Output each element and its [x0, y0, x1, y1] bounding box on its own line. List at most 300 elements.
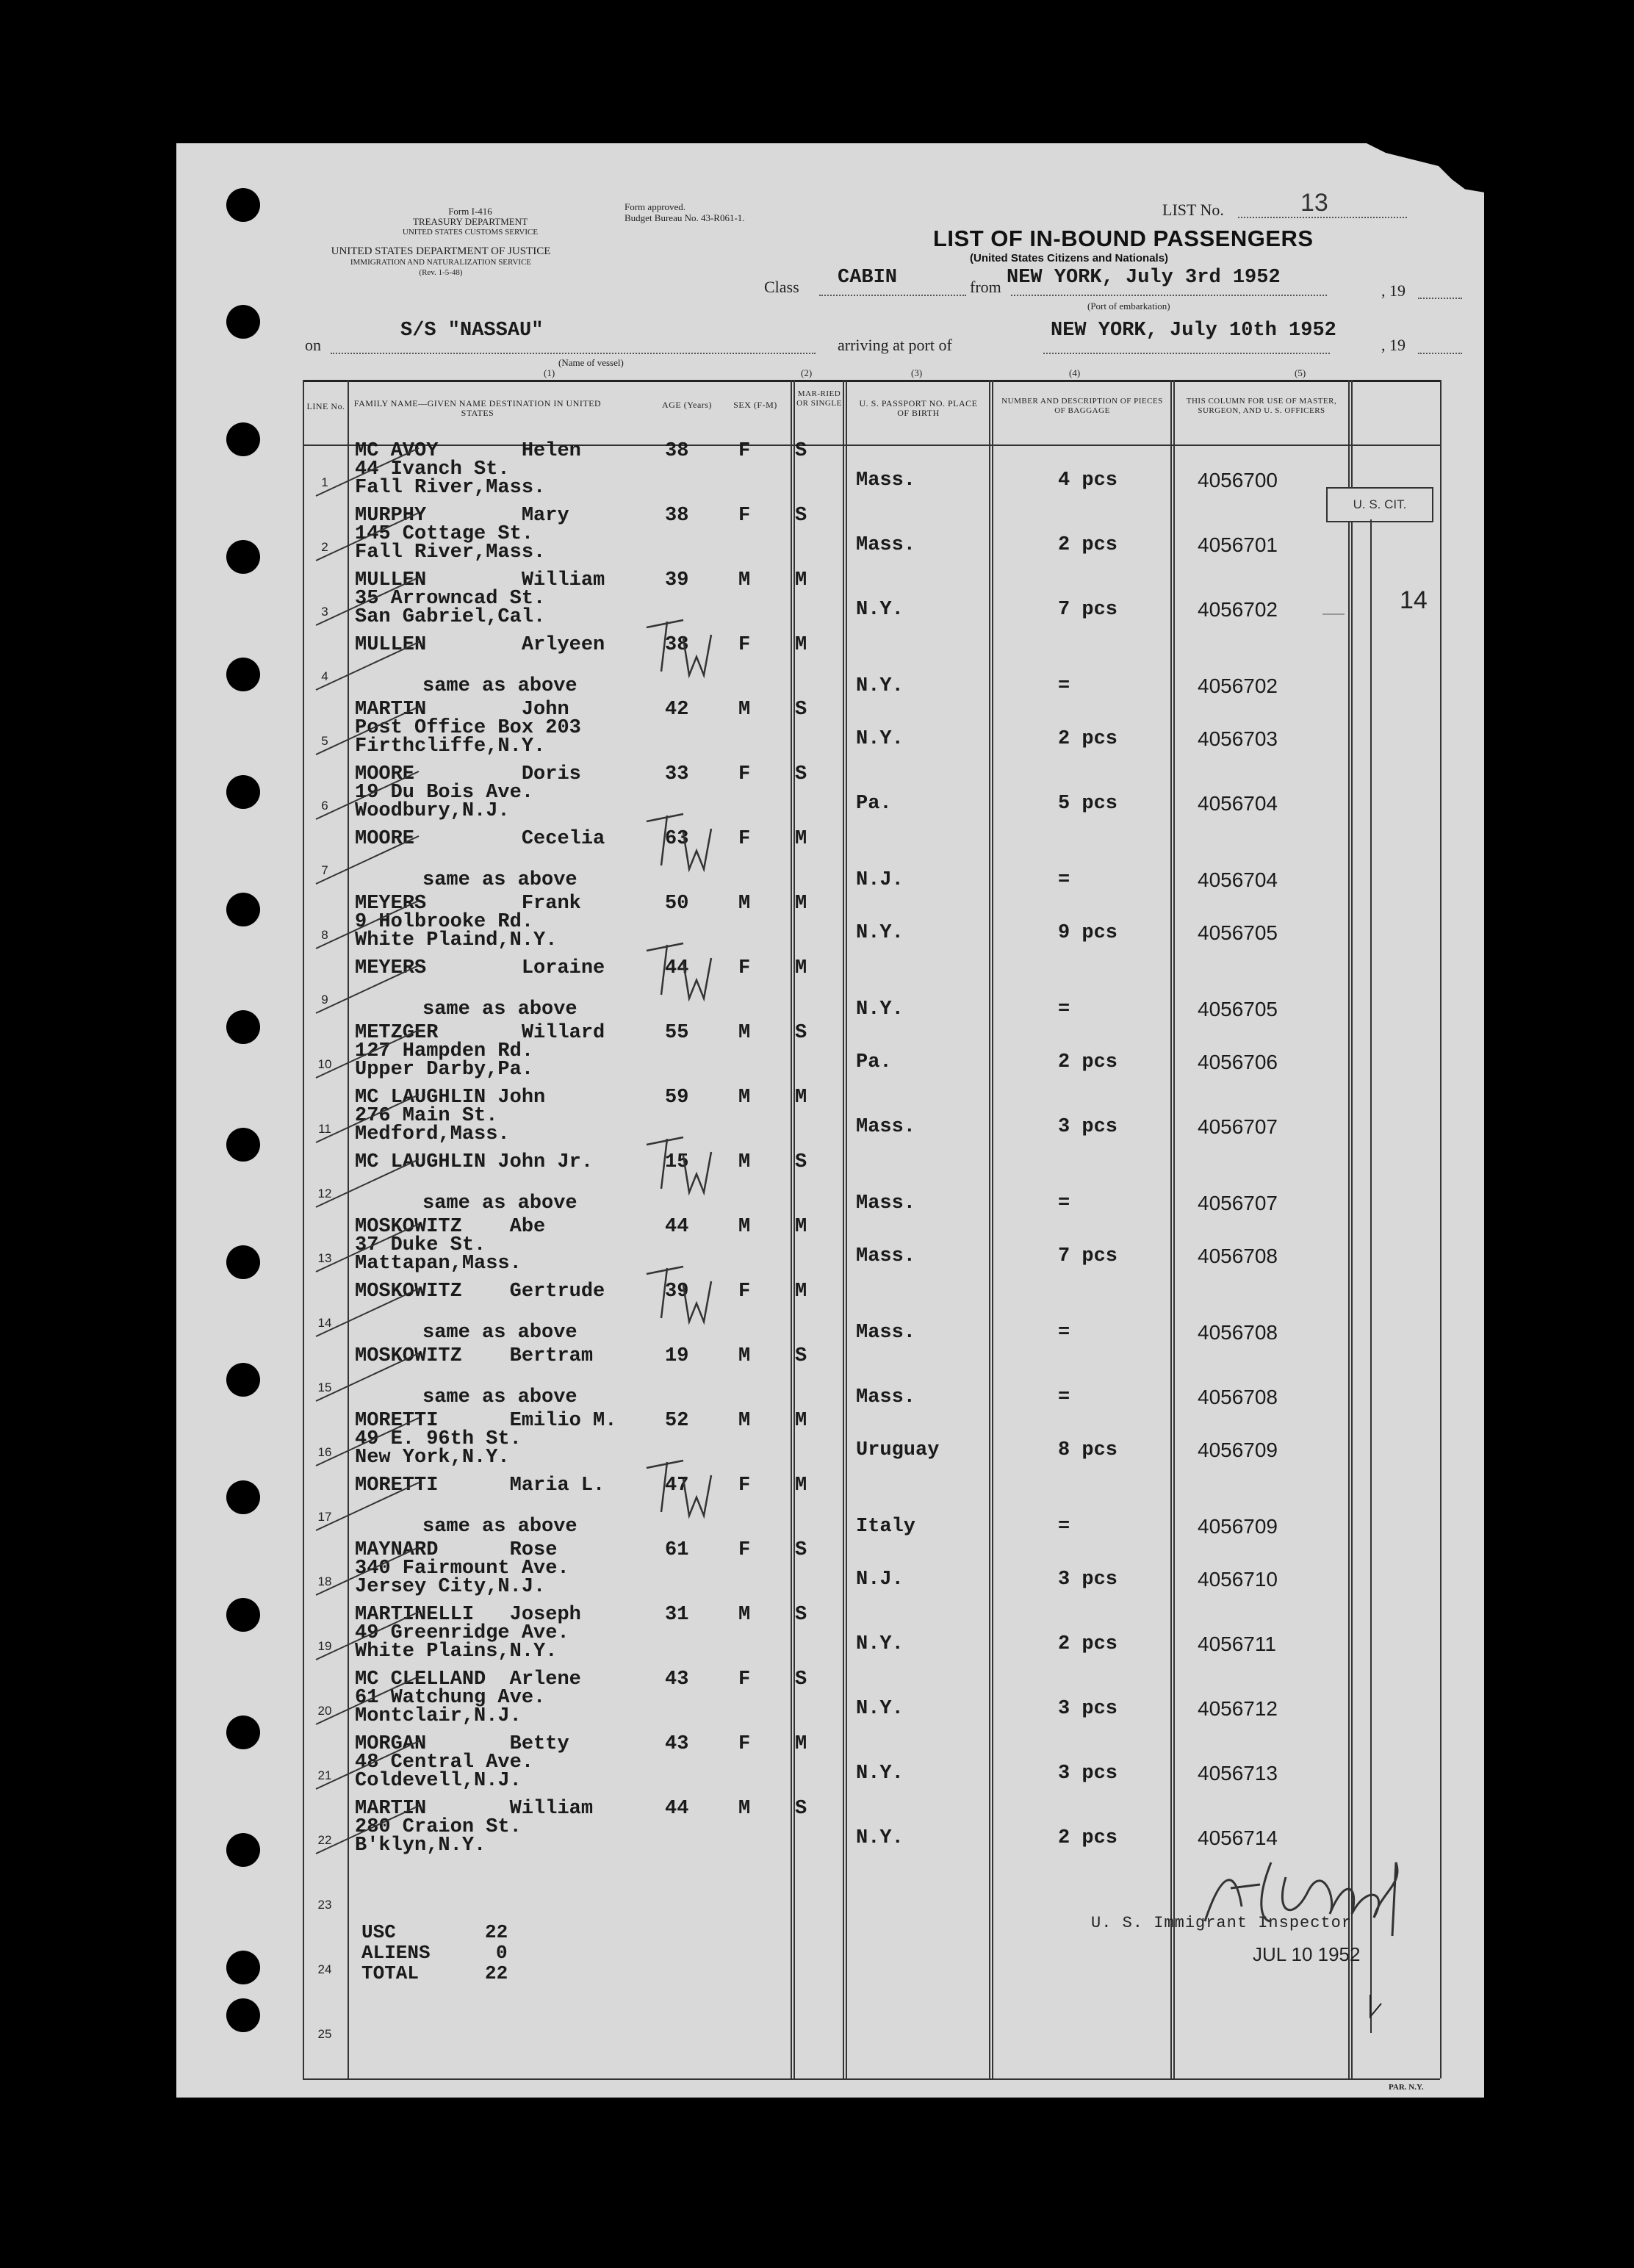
aliens-label: ALIENS — [361, 1942, 431, 1964]
passenger-marital-status: S — [795, 1022, 807, 1044]
passenger-officer-code: 4056712 — [1198, 1697, 1278, 1720]
passenger-address-1: 37 Duke St. — [355, 1234, 486, 1256]
inspector-title: U. S. Immigrant Inspector — [1091, 1914, 1353, 1932]
form-number: Form I-416 — [448, 206, 492, 217]
passenger-sex: F — [738, 1281, 751, 1303]
passenger-birthplace: Uruguay — [856, 1439, 940, 1461]
line-number: 22 — [317, 1833, 332, 1847]
dept-line-1: TREASURY DEPARTMENT — [412, 216, 528, 227]
passenger-address-1: 9 Holbrooke Rd. — [355, 911, 534, 933]
passenger-address-1: 127 Hampden Rd. — [355, 1040, 534, 1062]
passenger-baggage: 8 pcs — [1058, 1439, 1118, 1461]
passenger-marital-status: S — [795, 1798, 807, 1820]
passenger-address-1: 276 Main St. — [355, 1105, 498, 1127]
passenger-officer-code: 4056700 — [1198, 469, 1278, 492]
handwritten-tw-mark — [647, 620, 711, 675]
passenger-officer-code: 4056704 — [1198, 868, 1278, 891]
total-count: 22 — [485, 1962, 508, 1984]
line-number: 6 — [321, 799, 328, 813]
passenger-baggage: = — [1058, 1192, 1070, 1214]
passenger-birthplace: Mass. — [856, 1245, 916, 1267]
row-check-stroke — [316, 1483, 419, 1530]
line-number: 10 — [317, 1057, 332, 1071]
passenger-officer-code: 4056711 — [1198, 1632, 1276, 1655]
passenger-name: MOORE Doris — [355, 763, 581, 785]
passenger-address-2: Woodbury,N.J. — [355, 800, 510, 822]
passenger-address-1: same as above — [422, 1516, 577, 1538]
row-check-stroke — [316, 513, 419, 561]
passenger-marital-status: M — [795, 1733, 807, 1755]
row-check-stroke — [316, 1806, 419, 1854]
passenger-sex: F — [738, 1733, 751, 1755]
passenger-birthplace: Mass. — [856, 1116, 916, 1138]
passenger-name: MC LAUGHLIN John Jr. — [355, 1151, 594, 1173]
row-check-stroke — [316, 448, 419, 496]
punch-hole-6 — [226, 775, 260, 809]
passenger-address-1: 61 Watchung Ave. — [355, 1687, 546, 1709]
passenger-sex: M — [738, 1087, 751, 1109]
aliens-count: 0 — [496, 1942, 508, 1964]
passenger-birthplace: Mass. — [856, 469, 916, 492]
passenger-marital-status: S — [795, 763, 807, 785]
row-check-stroke — [316, 642, 419, 690]
passenger-address-1: same as above — [422, 1386, 577, 1408]
passenger-birthplace: N.Y. — [856, 1827, 904, 1849]
line-number: 4 — [321, 669, 328, 683]
passenger-birthplace: Mass. — [856, 1192, 916, 1214]
passenger-age: 33 — [665, 763, 689, 785]
punch-hole-12 — [226, 1480, 260, 1514]
passenger-address-2: White Plaind,N.Y. — [355, 929, 558, 951]
row-check-stroke — [316, 1030, 419, 1078]
class-label: Class — [764, 278, 799, 296]
approved-1: Form approved. — [625, 201, 686, 212]
passenger-address-1: 48 Central Ave. — [355, 1752, 534, 1774]
line-number: 5 — [321, 734, 328, 748]
passenger-baggage: 4 pcs — [1058, 469, 1118, 492]
punch-hole-4 — [226, 540, 260, 574]
line-number: 8 — [321, 928, 328, 942]
year-suffix-2: , 19 — [1381, 336, 1406, 354]
passenger-marital-status: M — [795, 634, 807, 656]
passenger-officer-code: 4056705 — [1198, 921, 1278, 944]
passenger-birthplace: N.J. — [856, 1569, 904, 1591]
passenger-birthplace: Mass. — [856, 534, 916, 556]
punch-hole-2 — [226, 305, 260, 339]
passenger-address-1: same as above — [422, 1192, 577, 1214]
embark-label: (Port of embarkation) — [1087, 300, 1170, 312]
passenger-age: 47 — [665, 1475, 689, 1497]
passenger-name: MULLEN Arlyeen — [355, 634, 605, 656]
passenger-age: 59 — [665, 1087, 689, 1109]
passenger-address-1: Post Office Box 203 — [355, 717, 581, 739]
handwritten-tw-mark — [647, 1461, 711, 1516]
passenger-age: 61 — [665, 1539, 689, 1561]
header-line-no: LINE No. — [306, 401, 345, 411]
passenger-birthplace: Pa. — [856, 793, 892, 815]
passenger-baggage: 3 pcs — [1058, 1698, 1118, 1720]
passenger-sex: F — [738, 763, 751, 785]
handwritten-tw-mark — [647, 814, 711, 869]
passenger-address-1: 44 Ivanch St. — [355, 458, 510, 480]
header-married: MAR-RIED OR SINGLE — [796, 389, 842, 408]
passenger-address-2: B'klyn,N.Y. — [355, 1835, 486, 1857]
punch-hole-7 — [226, 893, 260, 926]
handwritten-tw-mark — [647, 943, 711, 998]
passenger-officer-code: 4056709 — [1198, 1515, 1278, 1538]
passenger-address-1: 145 Cottage St. — [355, 523, 534, 545]
passenger-birthplace: Pa. — [856, 1051, 892, 1073]
passenger-marital-status: S — [795, 699, 807, 721]
line-number: 21 — [317, 1768, 332, 1782]
passenger-sex: M — [738, 1410, 751, 1432]
dept-line-4: IMMIGRATION AND NATURALIZATION SERVICE — [350, 258, 532, 267]
passenger-sex: M — [738, 1151, 751, 1173]
passenger-sex: M — [738, 699, 751, 721]
total-label: TOTAL — [361, 1962, 420, 1984]
passenger-marital-status: M — [795, 1410, 807, 1432]
punch-hole-9 — [226, 1128, 260, 1162]
punch-hole-1 — [226, 188, 260, 222]
punch-hole-17 — [226, 1998, 260, 2032]
page-title: LIST OF IN-BOUND PASSENGERS — [933, 226, 1314, 251]
col-num-3: (3) — [911, 367, 923, 378]
row-check-stroke — [316, 1289, 419, 1336]
col-num-1-top: (1) — [544, 367, 555, 378]
passenger-address-2: San Gabriel,Cal. — [355, 606, 546, 628]
class-value: CABIN — [838, 267, 898, 289]
passenger-sex: F — [738, 505, 751, 527]
passenger-name: MORETTI Maria L. — [355, 1475, 605, 1497]
passenger-sex: M — [738, 893, 751, 915]
passenger-officer-code: 4056708 — [1198, 1386, 1278, 1408]
line-number: 2 — [321, 540, 328, 554]
passenger-birthplace: N.Y. — [856, 1633, 904, 1655]
passenger-marital-status: S — [795, 1668, 807, 1691]
passenger-name: MC CLELLAND Arlene — [355, 1668, 581, 1691]
passenger-marital-status: M — [795, 1216, 807, 1238]
passenger-address-2: Firthcliffe,N.Y. — [355, 735, 546, 757]
list-label: LIST No. — [1162, 201, 1224, 219]
margin-note: 14 — [1400, 586, 1428, 614]
list-number: 13 — [1300, 189, 1328, 217]
page-subtitle: (United States Citizens and Nationals) — [970, 252, 1169, 264]
year-suffix-1: , 19 — [1381, 281, 1406, 300]
passenger-address-1: same as above — [422, 869, 577, 891]
passenger-baggage: = — [1058, 1386, 1070, 1408]
passenger-officer-code: 4056702 — [1198, 674, 1278, 697]
row-check-stroke — [316, 1224, 419, 1272]
passenger-officer-code: 4056708 — [1198, 1245, 1278, 1267]
passenger-baggage: 2 pcs — [1058, 1051, 1118, 1073]
passenger-address-2: Mattapan,Mass. — [355, 1253, 522, 1275]
passenger-name: MOSKOWITZ Bertram — [355, 1345, 594, 1367]
passenger-age: 19 — [665, 1345, 689, 1367]
passenger-address-1: 19 Du Bois Ave. — [355, 782, 534, 804]
row-check-stroke — [316, 707, 419, 755]
passenger-marital-status: M — [795, 1281, 807, 1303]
row-check-stroke — [316, 577, 419, 625]
printer-mark: PAR. N.Y. — [1389, 2083, 1424, 2092]
passenger-baggage: 3 pcs — [1058, 1763, 1118, 1785]
passenger-marital-status: M — [795, 569, 807, 591]
passenger-sex: F — [738, 634, 751, 656]
punch-hole-5 — [226, 658, 260, 691]
line-number: 16 — [317, 1445, 332, 1459]
passenger-age: 39 — [665, 569, 689, 591]
punch-hole-14 — [226, 1716, 260, 1749]
passenger-address-2: Jersey City,N.J. — [355, 1576, 546, 1598]
passenger-marital-status: S — [795, 1151, 807, 1173]
passenger-baggage: 9 pcs — [1058, 922, 1118, 944]
passenger-officer-code: 4056707 — [1198, 1115, 1278, 1138]
header-age: AGE (Years) — [662, 400, 712, 410]
dept-line-2: UNITED STATES CUSTOMS SERVICE — [402, 228, 539, 237]
passenger-sex: F — [738, 1475, 751, 1497]
passenger-officer-code: 4056714 — [1198, 1826, 1278, 1849]
row-check-stroke — [316, 965, 419, 1013]
line-number: 11 — [318, 1122, 331, 1136]
col-num-4: (4) — [1069, 367, 1081, 378]
passenger-age: 42 — [665, 699, 689, 721]
passenger-sex: F — [738, 957, 751, 979]
passenger-birthplace: Mass. — [856, 1386, 916, 1408]
passenger-birthplace: N.Y. — [856, 599, 904, 621]
passenger-marital-status: M — [795, 957, 807, 979]
passenger-age: 44 — [665, 1798, 689, 1820]
passenger-birthplace: N.Y. — [856, 675, 904, 697]
passenger-age: 38 — [665, 440, 689, 462]
arriving-label: arriving at port of — [838, 336, 952, 354]
passenger-age: 15 — [665, 1151, 689, 1173]
passenger-officer-code: 4056708 — [1198, 1321, 1278, 1344]
passenger-marital-status: S — [795, 440, 807, 462]
passenger-officer-code: 4056707 — [1198, 1192, 1278, 1214]
passenger-age: 44 — [665, 957, 689, 979]
row-check-stroke — [316, 901, 419, 948]
passenger-sex: F — [738, 1539, 751, 1561]
col-num-5: (5) — [1295, 367, 1306, 378]
line-number: 13 — [317, 1251, 332, 1265]
passenger-marital-status: S — [795, 1604, 807, 1626]
passenger-name: MURPHY Mary — [355, 505, 569, 527]
passenger-address-2: Coldevell,N.J. — [355, 1770, 522, 1792]
passenger-sex: F — [738, 440, 751, 462]
passenger-address-1: 340 Fairmount Ave. — [355, 1558, 569, 1580]
passenger-address-1: 49 Greenridge Ave. — [355, 1622, 569, 1644]
passenger-age: 52 — [665, 1410, 689, 1432]
passenger-name: MC LAUGHLIN John — [355, 1087, 546, 1109]
header-name: FAMILY NAME—GIVEN NAME DESTINATION IN UNITED STATES — [353, 398, 602, 418]
punch-hole-8 — [226, 1010, 260, 1044]
passenger-officer-code: 4056703 — [1198, 727, 1278, 750]
dept-line-3: UNITED STATES DEPARTMENT OF JUSTICE — [331, 245, 551, 257]
passenger-address-1: same as above — [422, 998, 577, 1020]
vessel-name: S/S "NASSAU" — [400, 320, 544, 342]
line-number: 12 — [317, 1187, 332, 1200]
line-number: 18 — [317, 1574, 332, 1588]
passenger-address-1: same as above — [422, 1322, 577, 1344]
punch-hole-16 — [226, 1951, 260, 1984]
line-number: 3 — [321, 605, 328, 619]
row-check-stroke — [316, 836, 419, 884]
passenger-marital-status: M — [795, 828, 807, 850]
passenger-manifest-sheet — [176, 143, 1484, 2098]
line-number: 19 — [317, 1639, 332, 1653]
row-check-stroke — [316, 1612, 419, 1660]
passenger-address-1: 280 Craion St. — [355, 1816, 522, 1838]
passenger-officer-code: 4056706 — [1198, 1051, 1278, 1073]
passenger-sex: M — [738, 1798, 751, 1820]
punch-hole-15 — [226, 1833, 260, 1867]
passenger-name: MARTIN William — [355, 1798, 594, 1820]
passenger-name: MAYNARD Rose — [355, 1539, 558, 1561]
passenger-baggage: = — [1058, 998, 1070, 1020]
passenger-age: 43 — [665, 1733, 689, 1755]
passenger-name: MOSKOWITZ Abe — [355, 1216, 546, 1238]
header-baggage: NUMBER AND DESCRIPTION OF PIECES OF BAGGAGE — [1001, 397, 1163, 415]
passenger-birthplace: N.Y. — [856, 728, 904, 750]
punch-hole-13 — [226, 1598, 260, 1632]
row-check-stroke — [316, 1353, 419, 1401]
row-check-stroke — [316, 1095, 419, 1142]
from-value: NEW YORK, July 3rd 1952 — [1007, 267, 1281, 289]
passenger-name: MARTIN John — [355, 699, 569, 721]
usc-count: 22 — [485, 1921, 508, 1943]
passenger-marital-status: S — [795, 505, 807, 527]
passenger-age: 38 — [665, 634, 689, 656]
line-number: 24 — [317, 1962, 332, 1976]
usc-label: USC — [361, 1921, 396, 1943]
passenger-baggage: 7 pcs — [1058, 1245, 1118, 1267]
punch-hole-10 — [226, 1245, 260, 1279]
passenger-birthplace: N.Y. — [856, 998, 904, 1020]
passenger-baggage: 7 pcs — [1058, 599, 1118, 621]
passenger-age: 39 — [665, 1281, 689, 1303]
handwritten-tw-mark — [647, 1267, 711, 1322]
on-label: on — [305, 336, 321, 354]
vessel-label: (Name of vessel) — [558, 357, 624, 368]
line-number: 7 — [321, 863, 328, 877]
passenger-baggage: 3 pcs — [1058, 1569, 1118, 1591]
approved-2: Budget Bureau No. 43-R061-1. — [625, 212, 745, 223]
passenger-address-2: New York,N.Y. — [355, 1447, 510, 1469]
passenger-address-2: Montclair,N.J. — [355, 1705, 522, 1727]
passenger-marital-status: S — [795, 1345, 807, 1367]
header-officers: THIS COLUMN FOR USE OF MASTER, SURGEON, AND U. S. OFFICERS — [1186, 397, 1337, 415]
passenger-age: 44 — [665, 1216, 689, 1238]
line-number: 14 — [317, 1316, 332, 1330]
passenger-sex: F — [738, 1668, 751, 1691]
from-label: from — [970, 278, 1001, 296]
passenger-name: MORETTI Emilio M. — [355, 1410, 617, 1432]
passenger-baggage: 2 pcs — [1058, 728, 1118, 750]
passenger-address-2: White Plains,N.Y. — [355, 1641, 558, 1663]
passenger-age: 50 — [665, 893, 689, 915]
passenger-sex: M — [738, 569, 751, 591]
passenger-age: 38 — [665, 505, 689, 527]
passenger-birthplace: N.Y. — [856, 1763, 904, 1785]
passenger-officer-code: 4056702 — [1198, 598, 1278, 621]
row-check-stroke — [316, 1159, 419, 1207]
passenger-officer-code: 4056710 — [1198, 1568, 1278, 1591]
passenger-name: METZGER Willard — [355, 1022, 605, 1044]
passenger-baggage: = — [1058, 1516, 1070, 1538]
passenger-birthplace: Mass. — [856, 1322, 916, 1344]
passenger-name: MORGAN Betty — [355, 1733, 569, 1755]
passenger-name: MULLEN William — [355, 569, 605, 591]
row-check-stroke — [316, 1547, 419, 1595]
passenger-baggage: 2 pcs — [1058, 534, 1118, 556]
passenger-sex: M — [738, 1604, 751, 1626]
passenger-address-1: 49 E. 96th St. — [355, 1428, 522, 1450]
line-number: 23 — [317, 1898, 332, 1912]
line-number: 20 — [317, 1704, 332, 1718]
passenger-address-2: Fall River,Mass. — [355, 541, 546, 564]
passenger-address-1: same as above — [422, 675, 577, 697]
passenger-marital-status: S — [795, 1539, 807, 1561]
passenger-baggage: = — [1058, 1322, 1070, 1344]
passenger-name: MC AVOY Helen — [355, 440, 581, 462]
passenger-baggage: 5 pcs — [1058, 793, 1118, 815]
row-check-stroke — [316, 1741, 419, 1789]
passenger-age: 55 — [665, 1022, 689, 1044]
row-check-stroke — [316, 1418, 419, 1466]
passenger-birthplace: Italy — [856, 1516, 916, 1538]
passenger-baggage: = — [1058, 869, 1070, 891]
line-number: 15 — [317, 1380, 332, 1394]
passenger-officer-code: 4056705 — [1198, 998, 1278, 1020]
passenger-birthplace: N.J. — [856, 869, 904, 891]
passenger-address-1: 35 Arrowncad St. — [355, 588, 546, 610]
passenger-age: 31 — [665, 1604, 689, 1626]
passenger-age: 43 — [665, 1668, 689, 1691]
passenger-officer-code: 4056713 — [1198, 1762, 1278, 1785]
line-number: 9 — [321, 993, 328, 1007]
row-check-stroke — [316, 1677, 419, 1724]
passenger-officer-code: 4056704 — [1198, 792, 1278, 815]
passenger-birthplace: N.Y. — [856, 1698, 904, 1720]
passenger-sex: M — [738, 1216, 751, 1238]
passenger-name: MEYERS Frank — [355, 893, 581, 915]
passenger-age: 63 — [665, 828, 689, 850]
passenger-marital-status: M — [795, 1087, 807, 1109]
punch-hole-3 — [226, 422, 260, 456]
passenger-sex: F — [738, 828, 751, 850]
passenger-address-2: Fall River,Mass. — [355, 477, 546, 499]
punch-hole-11 — [226, 1363, 260, 1397]
line-number: 17 — [317, 1510, 332, 1524]
passenger-name: MOORE Cecelia — [355, 828, 605, 850]
header-passport: U. S. PASSPORT NO. PLACE OF BIRTH — [859, 398, 978, 418]
passenger-marital-status: M — [795, 1475, 807, 1497]
line-number: 1 — [321, 475, 328, 489]
passenger-name: MARTINELLI Joseph — [355, 1604, 581, 1626]
passenger-baggage: 2 pcs — [1058, 1827, 1118, 1849]
passenger-officer-code: 4056701 — [1198, 533, 1278, 556]
header-sex: SEX (F-M) — [733, 400, 777, 410]
passenger-address-2: Medford,Mass. — [355, 1123, 510, 1145]
passenger-name: MEYERS Loraine — [355, 957, 605, 979]
passenger-birthplace: N.Y. — [856, 922, 904, 944]
passenger-baggage: 3 pcs — [1058, 1116, 1118, 1138]
row-check-stroke — [316, 771, 419, 819]
passenger-officer-code: 4056709 — [1198, 1439, 1278, 1461]
passenger-sex: M — [738, 1022, 751, 1044]
passenger-sex: M — [738, 1345, 751, 1367]
col-num-2: (2) — [801, 367, 813, 378]
passenger-name: MOSKOWITZ Gertrude — [355, 1281, 605, 1303]
